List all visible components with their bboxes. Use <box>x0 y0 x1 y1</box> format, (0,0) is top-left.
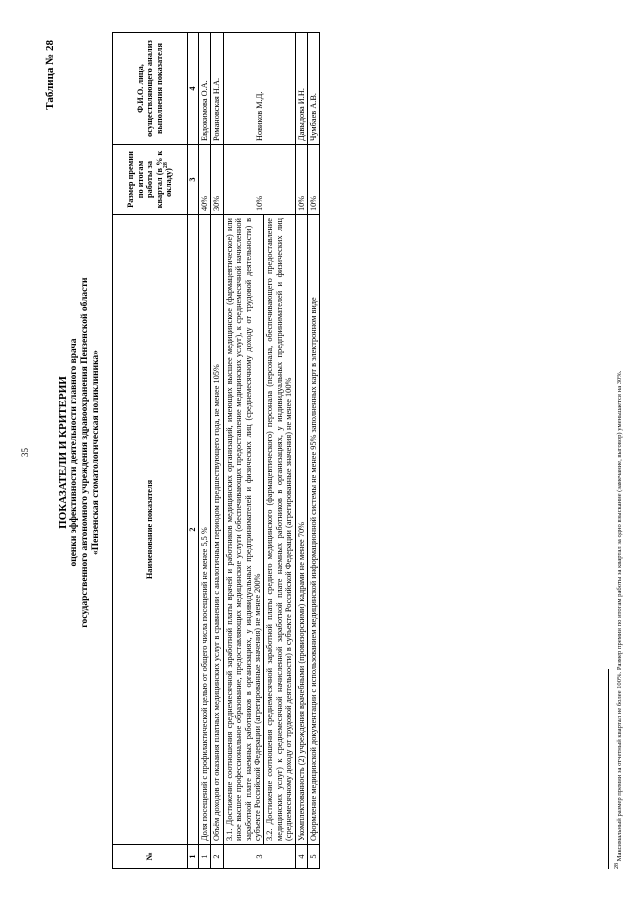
bonus-size: 10% <box>295 145 307 215</box>
table-row <box>295 33 307 869</box>
heading-line-4: «Пензенская стоматологическая поликлиника» <box>91 350 101 555</box>
indicator-name: Объём доходов от оказания платных медицинских услуг в сравнении с аналогичным периодом предшествующего года, не менее 105% <box>211 215 223 845</box>
header-name: Наименование показателя <box>113 215 188 845</box>
heading-line-3: государственного автономного учреждения здравоохранения Пензенской области <box>80 277 90 628</box>
criteria-table <box>112 32 320 869</box>
document-heading <box>58 0 102 905</box>
row-number: 4 <box>295 845 307 869</box>
indicator-name-3-1: 3.1. Достижение соотношения среднемесячной заработной платы врачей и работников медицинских организаций, имеющих высшее медицинское (фармацевтическое) или иное высшее профессиональное образование, предоставляющих медицинские услуги (обеспечивающих предоставление медицинских услуг), к среднемесячной начисленной заработной плате наемных работников в организациях, у индивидуальных предпринимателей и физических лиц (среднемесячному доходу от трудовой деятельности) в субъекте Российской Федерации (агрегированные значения) не менее 200% <box>223 215 264 845</box>
responsible-person: Давыдова И.Н. <box>295 33 307 145</box>
responsible-person: Чумбаев А.В. <box>308 33 320 145</box>
bonus-size: 10% <box>308 145 320 215</box>
bonus-size: 10% <box>223 145 295 215</box>
column-number: 3 <box>188 145 199 215</box>
indicator-name: Укомплектованность (2) учреждения врачебными (провизорскими) кадрами не менее 70% <box>295 215 307 845</box>
header-person: Ф.И.О. лица, осуществляющего анализ выполнения показателя <box>113 33 188 145</box>
header-size-text: Размер премии по итогам работы за квартал (в % к окладу) <box>126 150 174 209</box>
column-number: 4 <box>188 33 199 145</box>
indicator-name-3-2: 3.2. Достижение соотношения среднемесячной заработной платы среднего медицинского (фармацевтического) персонала (персонала, обеспечивающего предоставление медицинских услуг) к среднемесячной начисленной заработной плате наемных работников в организациях, у индивидуальных предпринимателей и физических лиц (среднемесячному доходу от трудовой деятельности) в субъекте Российской Федерации (агрегированные значения) не менее 100% <box>264 215 295 845</box>
footnote-text: Максимальный размер премии за отчетный квартал не более 100%. Размер премии по итогам работы за квартал за одно взыскание (замечание, выговор) уменьшается на 30%. <box>616 370 623 862</box>
heading-line-2: оценки эффективности деятельности главного врача <box>69 338 79 567</box>
indicator-name: Оформление медицинской документации с использованием медицинской информационной системы не менее 95% заполненных карт в электронном виде <box>308 215 320 845</box>
responsible-person: Романовская Н.А. <box>211 33 223 145</box>
row-number: 1 <box>199 845 211 869</box>
table-caption: Таблица № 28 <box>44 40 56 110</box>
row-number: 2 <box>211 845 223 869</box>
footnote-ref: 28 <box>163 162 170 169</box>
heading-title: ПОКАЗАТЕЛИ И КРИТЕРИИ <box>57 376 69 529</box>
responsible-person: Новиков М.Д. <box>223 33 295 145</box>
column-number: 1 <box>188 845 199 869</box>
indicator-name: Доля посещений с профилактической целью от общего числа посещений не менее 5,5 % <box>199 215 211 845</box>
footnote-mark: 28 <box>613 863 620 869</box>
table-row <box>211 33 223 869</box>
responsible-person: Евдокимова О.А. <box>199 33 211 145</box>
table-row <box>308 33 320 869</box>
table-row <box>199 33 211 869</box>
table-row <box>223 33 264 869</box>
page-number: 35 <box>20 448 30 457</box>
bonus-size: 30% <box>211 145 223 215</box>
column-numbers-row <box>188 33 199 869</box>
row-number: 3 <box>223 845 295 869</box>
footnote-divider <box>608 669 609 869</box>
bonus-size: 40% <box>199 145 211 215</box>
column-number: 2 <box>188 215 199 845</box>
header-size <box>113 145 188 215</box>
header-num: № <box>113 845 188 869</box>
row-number: 5 <box>308 845 320 869</box>
table-header-row <box>113 33 188 869</box>
footnote <box>613 33 624 869</box>
